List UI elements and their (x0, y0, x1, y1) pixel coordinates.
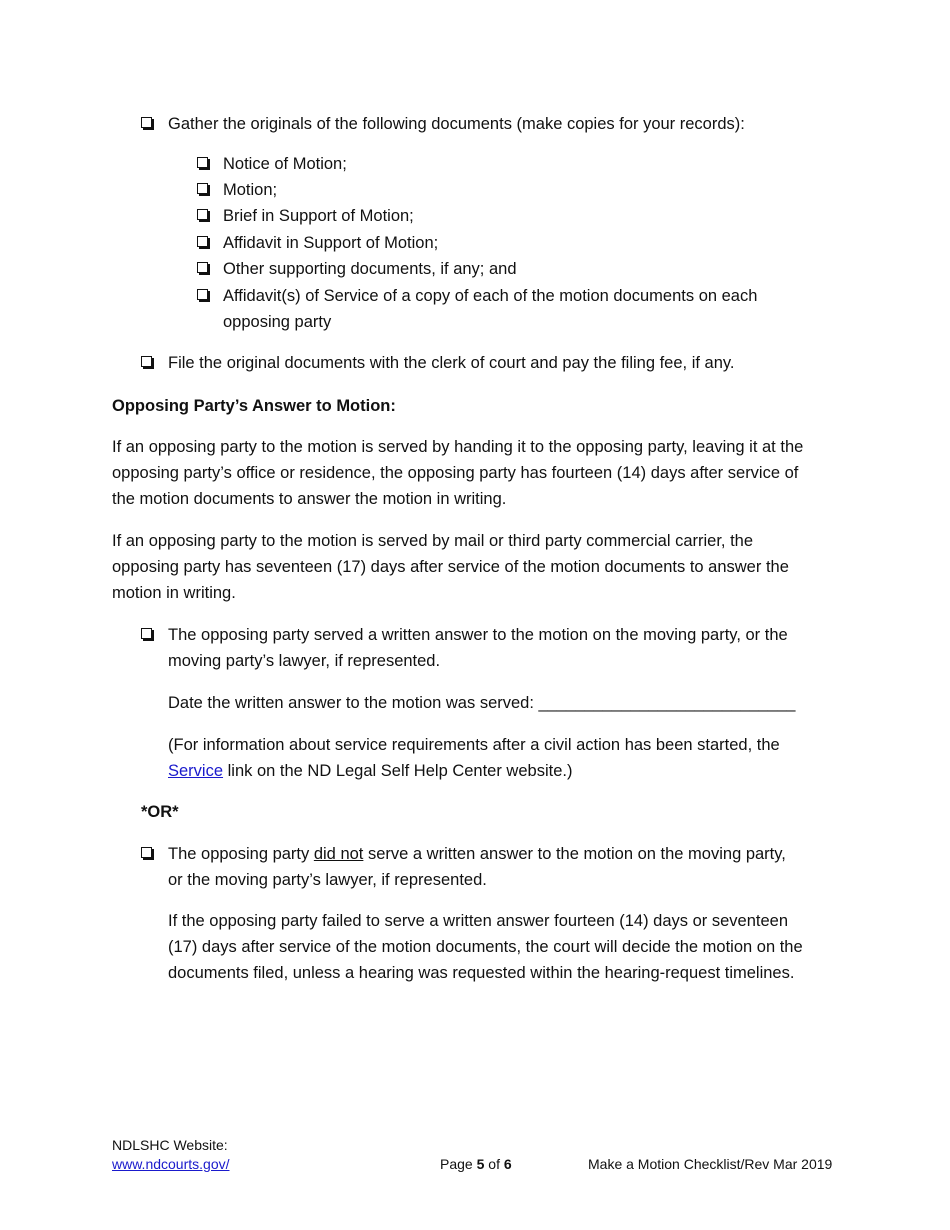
checkbox-doc-6[interactable] (197, 289, 208, 300)
doc-item-6: Affidavit(s) of Service of a copy of each of the motion documents on each (223, 287, 758, 305)
service-link[interactable]: Service (168, 762, 224, 780)
footer-website-label: NDLSHC Website: (112, 1137, 228, 1153)
info-line-1: (For information about service requirements after a civil action has been started, the (168, 736, 780, 754)
checkbox-doc-4[interactable] (197, 236, 208, 247)
doc-item-5: Other supporting documents, if any; and (223, 260, 517, 278)
para-personal-line-3: the motion documents to answer the motion in writing. (112, 490, 507, 508)
footer-page-number (440, 1155, 512, 1174)
step-not-served-line-1 (168, 841, 786, 867)
step-served-line-2: moving party’s lawyer, if represented. (168, 652, 441, 670)
checkbox-doc-3[interactable] (197, 209, 208, 220)
para-failed-line-2: (17) days after service of the motion documents, the court will decide the motion on the (168, 938, 803, 956)
para-failed-line-3: documents filed, unless a hearing was requested within the hearing-request timelines. (168, 964, 795, 982)
para-personal-line-1: If an opposing party to the motion is served by handing it to the opposing party, leaving it at the (112, 438, 804, 456)
step-gather: Gather the originals of the following documents (make copies for your records): (168, 115, 745, 133)
page-total: 6 (503, 1156, 512, 1172)
doc-item-3: Brief in Support of Motion; (223, 207, 414, 225)
page-of: of (488, 1156, 500, 1172)
step-file: File the original documents with the clerk of court and pay the filing fee, if any. (168, 354, 735, 372)
step-not-served-line-2: or the moving party’s lawyer, if represented. (168, 871, 487, 889)
step-served-line-1: The opposing party served a written answer to the motion on the moving party, or the (168, 626, 788, 644)
para-mail-line-3: motion in writing. (112, 584, 236, 602)
checkbox-answer-not-served[interactable] (141, 847, 152, 858)
not-served-post: serve a written answer to the motion on the moving party, (363, 845, 786, 863)
not-served-pre: The opposing party (168, 845, 314, 863)
doc-item-6-cont: opposing party (223, 313, 332, 331)
date-served-field[interactable]: Date the written answer to the motion was served: ____________________________ (168, 694, 796, 712)
doc-item-2: Motion; (223, 181, 278, 199)
checkbox-doc-5[interactable] (197, 262, 208, 273)
footer-website-link[interactable]: www.ndcourts.gov/ (112, 1156, 230, 1172)
footer-doc-title: Make a Motion Checklist/Rev Mar 2019 (588, 1156, 833, 1172)
info-line-2-rest: link on the ND Legal Self Help Center website.) (223, 762, 573, 780)
checkbox-doc-2[interactable] (197, 183, 208, 194)
page-word: Page (440, 1156, 473, 1172)
para-mail-line-2: opposing party has seventeen (17) days after service of the motion documents to answer the (112, 558, 789, 576)
checkbox-file[interactable] (141, 356, 152, 367)
para-failed-line-1: If the opposing party failed to serve a written answer fourteen (14) days or seventeen (168, 912, 789, 930)
info-line-2 (168, 758, 572, 784)
not-served-emphasis: did not (313, 845, 364, 863)
section-heading: Opposing Party’s Answer to Motion: (112, 397, 396, 415)
checkbox-doc-1[interactable] (197, 157, 208, 168)
or-separator: *OR* (141, 803, 179, 821)
doc-item-1: Notice of Motion; (223, 155, 347, 173)
checkbox-gather[interactable] (141, 117, 152, 128)
para-personal-line-2: opposing party’s office or residence, the opposing party has fourteen (14) days after service of (112, 464, 799, 482)
doc-item-4: Affidavit in Support of Motion; (223, 234, 439, 252)
checkbox-answer-served[interactable] (141, 628, 152, 639)
para-mail-line-1: If an opposing party to the motion is served by mail or third party commercial carrier, the (112, 532, 754, 550)
page-current: 5 (476, 1156, 485, 1172)
